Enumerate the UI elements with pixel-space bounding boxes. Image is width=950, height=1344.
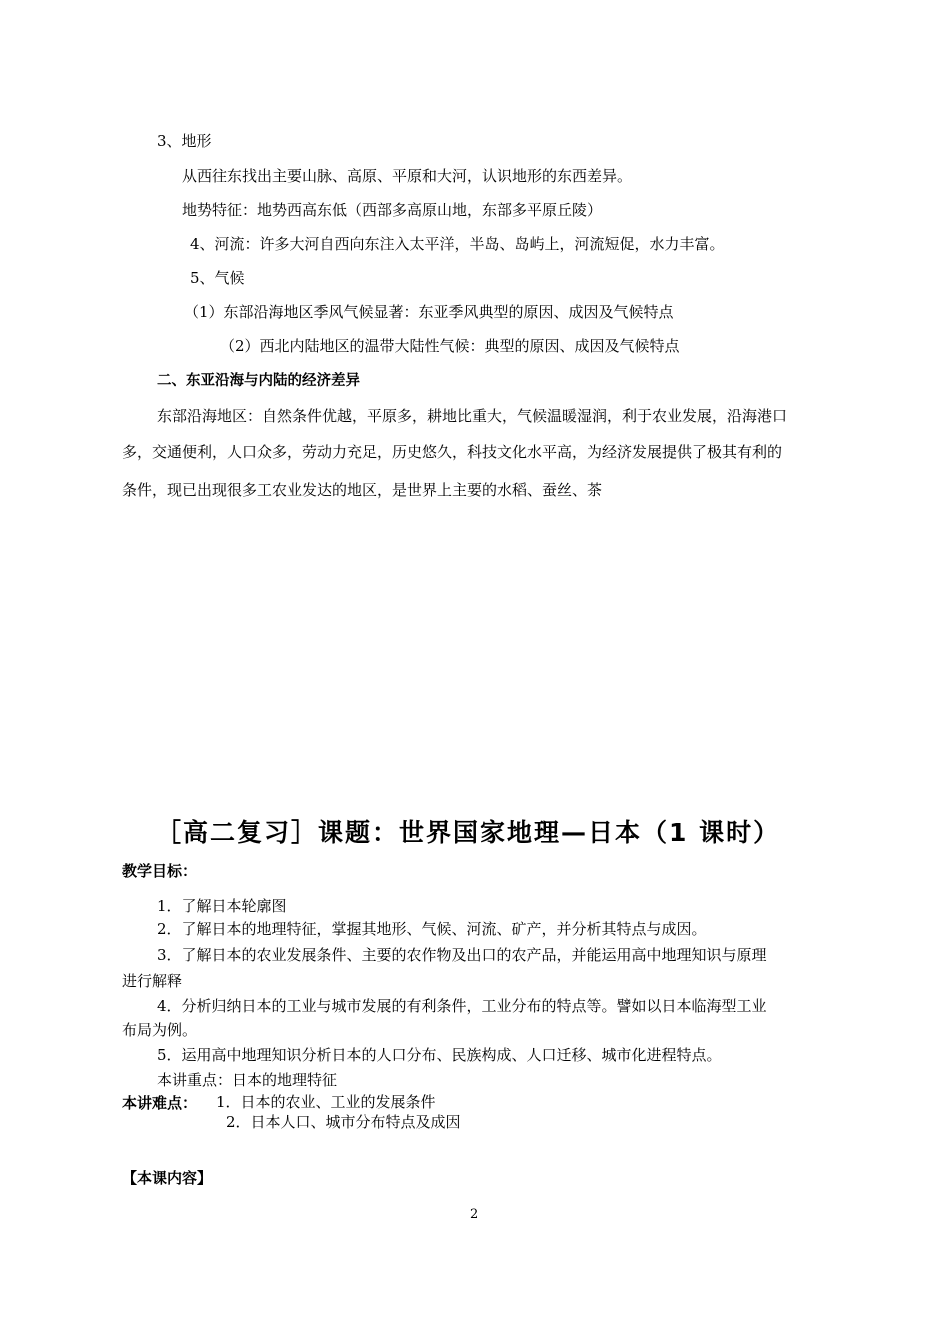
economy-para-line-2: 多，交通便利，人口众多，劳动力充足，历史悠久，科技文化水平高，为经济发展提供了极其有利的 xyxy=(122,443,783,461)
climate-item-2: （2）西北内陆地区的温带大陆性气候：典型的原因、成因及气候特点 xyxy=(220,337,680,355)
key-point: 本讲重点：日本的地理特征 xyxy=(157,1071,338,1089)
page-number: 2 xyxy=(470,1207,479,1222)
climate-item-1: （1）东部沿海地区季风气候显著：东亚季风典型的原因、成因及气候特点 xyxy=(184,303,674,321)
terrain-line-2: 地势特征：地势西高东低（西部多高原山地，东部多平原丘陵） xyxy=(182,201,603,219)
economy-para-line-3: 条件，现已出现很多工农业发达的地区，是世界上主要的水稻、蚕丝、茶 xyxy=(122,481,603,499)
goal-1: 1．了解日本轮廓图 xyxy=(157,897,287,915)
section-heading-economy: 二、东亚沿海与内陆的经济差异 xyxy=(157,373,360,389)
goal-4-line-2: 布局为例。 xyxy=(122,1021,198,1039)
content-heading: 【本课内容】 xyxy=(122,1169,213,1187)
difficulty-label: 本讲难点： xyxy=(122,1094,198,1112)
goal-3-line-1: 3．了解日本的农业发展条件、主要的农作物及出口的农产品，并能运用高中地理知识与原理 xyxy=(157,946,767,964)
difficulty-2: 2．日本人口、城市分布特点及成因 xyxy=(226,1113,461,1131)
goal-2: 2．了解日本的地理特征，掌握其地形、气候、河流、矿产，并分析其特点与成因。 xyxy=(157,920,707,938)
terrain-heading: 3、地形 xyxy=(157,132,212,150)
goal-3-line-2: 进行解释 xyxy=(122,972,183,990)
climate-heading: 5、气候 xyxy=(190,269,245,287)
terrain-line-1: 从西往东找出主要山脉、高原、平原和大河，认识地形的东西差异。 xyxy=(182,167,633,185)
goals-heading: 教学目标： xyxy=(122,862,198,880)
goal-4-line-1: 4．分析归纳日本的工业与城市发展的有利条件，工业分布的特点等。譬如以日本临海型工业 xyxy=(157,997,767,1015)
rivers-line: 4、河流：许多大河自西向东注入太平洋，半岛、岛屿上，河流短促，水力丰富。 xyxy=(190,235,725,253)
economy-para-line-1: 东部沿海地区：自然条件优越，平原多，耕地比重大，气候温暖湿润，利于农业发展，沿海港口 xyxy=(157,407,788,425)
goal-5: 5．运用高中地理知识分析日本的人口分布、民族构成、人口迁移、城市化进程特点。 xyxy=(157,1046,722,1064)
difficulty-1: 1．日本的农业、工业的发展条件 xyxy=(216,1093,436,1111)
lesson-title: ［高二复习］课题：世界国家地理—日本（1 课时） xyxy=(156,818,781,847)
